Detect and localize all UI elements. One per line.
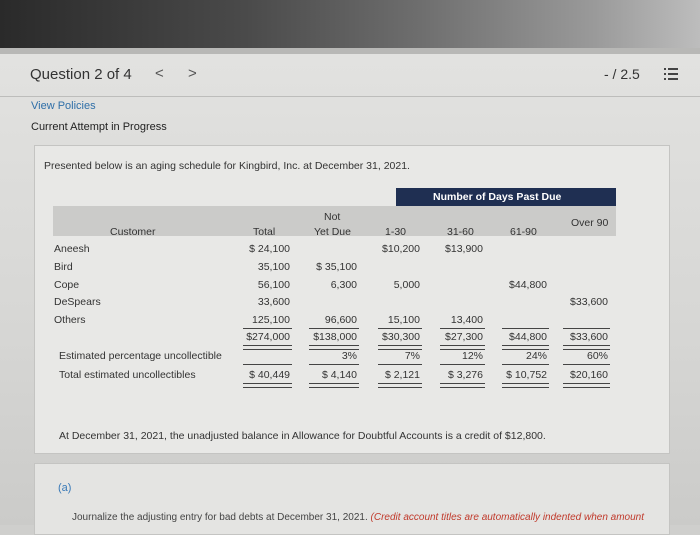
view-policies-link[interactable]: View Policies [31,100,96,112]
totals-31-60: $27,300 [445,331,483,343]
pct-31-60: 12% [461,350,483,362]
prev-question-button[interactable]: < [155,65,164,82]
row-31-60: 13,400 [450,314,483,326]
pct-row-label: Estimated percentage uncollectible [59,350,222,362]
est-1-30: $ 2,121 [384,369,420,381]
pct-61-90: 24% [525,350,547,362]
rule [440,328,485,329]
days-past-due-header [396,188,616,206]
question-title: Question 2 of 4 [30,66,132,83]
browser-top-bar [0,0,700,48]
est-total: $ 40,449 [249,369,290,381]
row-1-30: 5,000 [393,279,420,291]
col-61-90: 61-90 [510,226,537,238]
pct-not-yet-due: 3% [341,350,357,362]
double-rule [563,383,610,388]
double-rule [502,383,549,388]
allowance-note: At December 31, 2021, the unadjusted balance in Allowance for Doubtful Accounts is a credit of $12,800. [59,430,546,442]
col-not-yet-due-line2: Yet Due [314,226,351,238]
score-display: - / 2.5 [604,66,640,82]
est-61-90: $ 10,752 [506,369,547,381]
totals-total: $274,000 [246,331,290,343]
rule [378,328,422,329]
instruction-hint: (Credit account titles are automatically indented when amount [370,512,645,523]
rule [502,328,549,329]
totals-not-yet-due: $138,000 [313,331,357,343]
rule [563,364,610,365]
next-question-button[interactable]: > [188,65,197,82]
row-customer: Aneesh [54,243,90,255]
double-rule [243,345,292,350]
col-31-60: 31-60 [447,226,474,238]
col-customer: Customer [110,226,156,238]
rule [378,364,422,365]
row-1-30: $10,200 [382,243,420,255]
double-rule [378,383,422,388]
rule [243,364,292,365]
est-not-yet-due: $ 4,140 [321,369,357,381]
col-1-30: 1-30 [385,226,407,238]
row-61-90: $44,800 [509,279,547,291]
attempt-status: Current Attempt in Progress [31,121,167,133]
problem-intro: Presented below is an aging schedule for Kingbird, Inc. at December 31, 2021. [44,160,410,172]
pct-1-30: 7% [404,350,420,362]
pct-over-90: 60% [586,350,608,362]
part-a-card [34,463,670,535]
row-total: 56,100 [257,279,290,291]
list-icon[interactable] [664,67,678,81]
rule [440,364,485,365]
col-total: Total [253,226,276,238]
double-rule [440,383,485,388]
row-customer: Others [54,314,86,326]
rule [309,328,359,329]
est-over-90: $20,160 [570,369,608,381]
rule [309,364,359,365]
row-31-60: $13,900 [445,243,483,255]
double-rule [309,383,359,388]
part-a-instruction [72,512,644,523]
totals-over-90: $33,600 [570,331,608,343]
totals-1-30: $30,300 [382,331,420,343]
est-row-label: Total estimated uncollectibles [59,369,196,381]
row-not-yet-due: $ 35,100 [316,261,357,273]
row-total: 33,600 [257,296,290,308]
double-rule [243,383,292,388]
rule [502,364,549,365]
row-total: 35,100 [257,261,290,273]
rule [243,328,292,329]
row-total: 125,100 [252,314,290,326]
row-not-yet-due: 6,300 [330,279,357,291]
est-31-60: $ 3,276 [447,369,483,381]
row-not-yet-due: 96,600 [324,314,357,326]
row-customer: Bird [54,261,73,273]
row-total: $ 24,100 [249,243,290,255]
rule [563,328,610,329]
row-customer: Cope [54,279,80,291]
col-over-90: Over 90 [571,217,609,229]
days-past-due-label: Number of Days Past Due [433,191,562,203]
part-a-label: (a) [58,482,72,494]
row-customer: DeSpears [54,296,101,308]
instruction-text: Journalize the adjusting entry for bad debts at December 31, 2021. [72,512,368,523]
col-not-yet-due-line1: Not [324,211,341,223]
row-over-90: $33,600 [570,296,608,308]
totals-61-90: $44,800 [509,331,547,343]
row-1-30: 15,100 [387,314,420,326]
